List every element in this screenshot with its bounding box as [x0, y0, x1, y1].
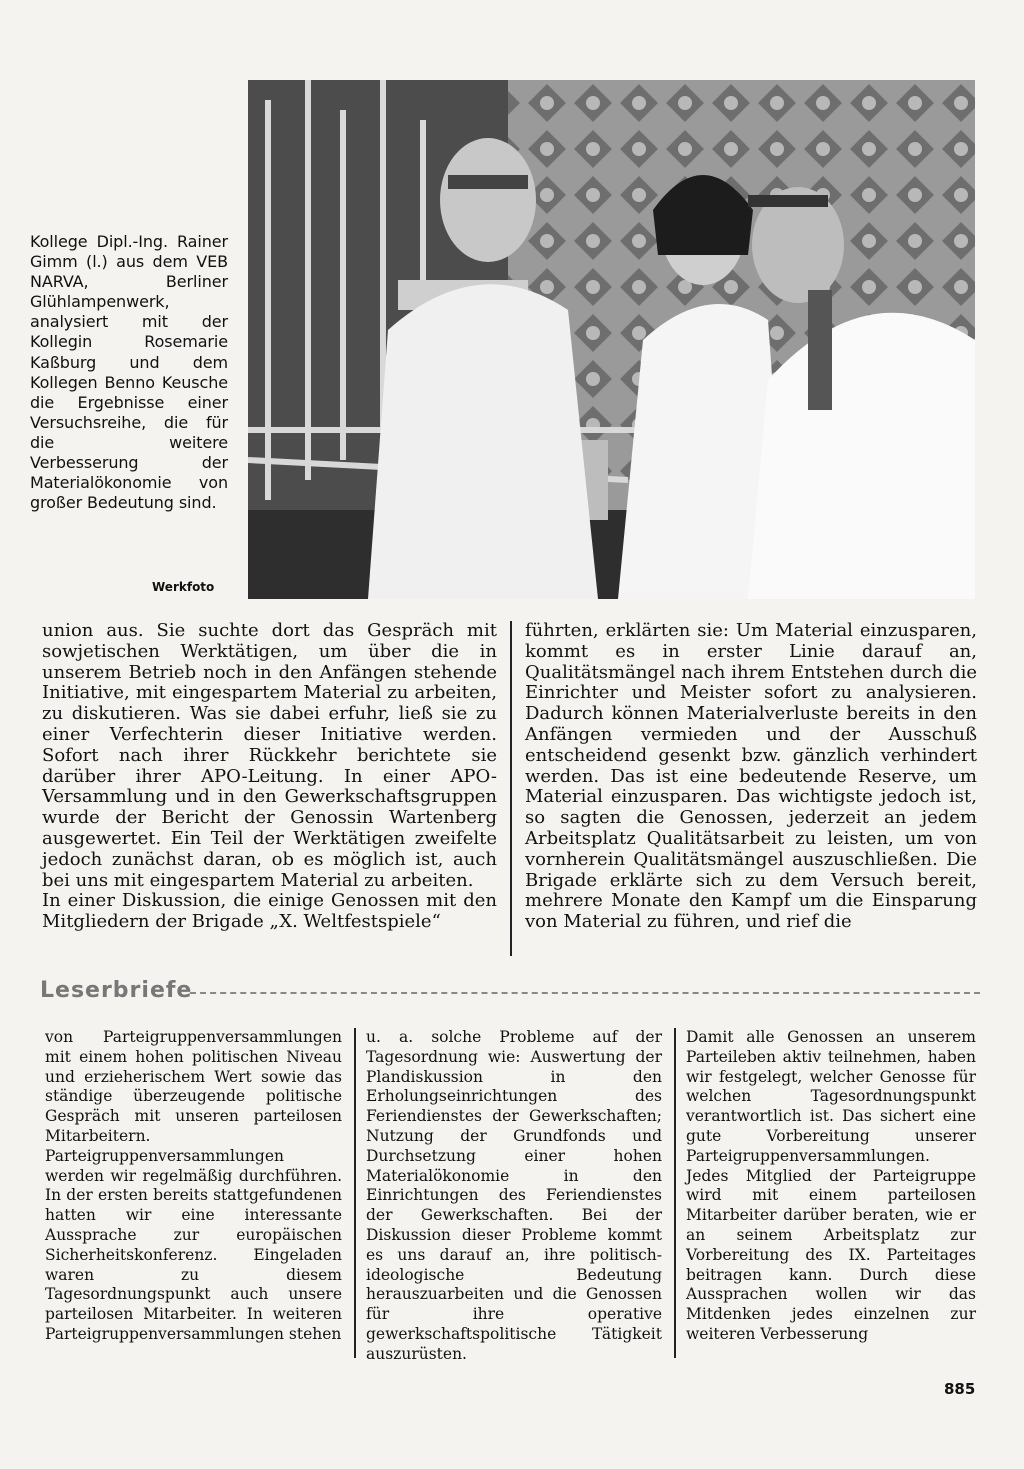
section-title: Leserbriefe [40, 978, 193, 1003]
article-column-left [42, 621, 497, 933]
letter-column-2 [366, 1028, 662, 1365]
section-header [40, 978, 980, 1006]
letter-paragraph-1: von Parteigruppenversammlungen mit einem hohen politischen Niveau und erzieherischem Wert sowie das ständige überzeugende politische Gespräch mit unseren parteilosen Mitarbeitern. Parteigruppenversammlungen werden wir regelmäßig durchführen. In der ersten bereits stattgefundenen hatten wir eine interessante Aussprache zur europäischen Sicherheitskonferenz. Eingeladen waren zu diesem Tagesordnungspunkt auch unsere parteilosen Mitarbeiter. In weiteren Parteigruppenversammlungen stehen [45, 1028, 342, 1343]
letter-column-1 [45, 1028, 342, 1345]
lab-photo-illustration [248, 80, 975, 599]
article-paragraph-1: union aus. Sie suchte dort das Gespräch mit sowjetischen Werktätigen, um über die in unserem Betrieb noch in den Anfängen stehende Initiative, mit eingespartem Material zu arbeiten, zu diskutieren. Was sie dabei erfuhr, ließ sie zu einer Verfechterin dieser Initiative werden. Sofort nach ihrer Rückkehr berichtete sie darüber ihrer APO-Leitung. In einer APO-Versammlung und in den Gewerkschaftsgruppen wurde der Bericht der Genossin Wartenberg ausgewertet. Ein Teil der Werktätigen zweifelte jedoch zunächst daran, ob es möglich ist, auch bei uns mit eingespartem Material zu arbeiten. [42, 620, 497, 891]
column-divider [674, 1028, 676, 1358]
article-paragraph-2: In einer Diskussion, die einige Genossen mit den Mitgliedern der Brigade „X. Weltfestspiele“ [42, 890, 497, 933]
page-number: 885 [944, 1380, 976, 1398]
letter-paragraph-2: u. a. solche Probleme auf der Tagesordnung wie: Auswertung der Plandiskussion in den Erholungseinrichtungen des Feriendienstes der Gewerkschaften; Nutzung der Grundfonds und Durchsetzung einer hohen Materialökonomie in den Einrichtungen des Feriendienstes der Gewerkschaften. Bei der Diskussion dieser Probleme kommt es uns darauf an, ihre politisch-ideologische Bedeutung herauszuarbeiten und die Genossen für ihre operative gewerkschaftspolitische Tätigkeit auszurüsten. [366, 1028, 662, 1363]
lab-photo [248, 80, 975, 599]
photo-caption: Kollege Dipl.-Ing. Rainer Gimm (l.) aus dem VEB NARVA, Berliner Glühlampenwerk, analysiert mit der Kollegin Rosemarie Kaßburg und dem Kollegen Benno Keusche die Ergebnisse einer Versuchsreihe, die für die weitere Verbesserung der Materialökonomie von großer Bedeutung sind. [30, 232, 228, 513]
section-rule [190, 992, 980, 994]
column-divider [354, 1028, 356, 1358]
photo-credit: Werkfoto [152, 580, 215, 594]
letter-column-3 [686, 1028, 976, 1345]
article-column-right [525, 621, 977, 933]
letter-paragraph-3: Damit alle Genossen an unserem Parteileben aktiv teilnehmen, haben wir festgelegt, welcher Genosse für welchen Tagesordnungspunkt verantwortlich ist. Das sichert eine gute Vorbereitung unserer Parteigruppenversammlungen. Jedes Mitglied der Parteigruppe wird mit einem parteilosen Mitarbeiter darüber beraten, wie er an seinem Arbeitsplatz zur Vorbereitung des IX. Parteitages beitragen kann. Durch diese Aussprachen wollen wir das Mitdenken jedes einzelnen zur weiteren Verbesserung [686, 1028, 976, 1343]
article-paragraph-3: führten, erklärten sie: Um Material einzusparen, kommt es in erster Linie darauf an, Qualitätsmängel nach ihrem Entstehen durch die Einrichter und Meister sofort zu analysieren. Dadurch können Materialverluste bereits in den Anfängen vermieden und der Ausschuß entscheidend gesenkt bzw. gänzlich verhindert werden. Das ist eine bedeutende Reserve, um Material einzusparen. Das wichtigste jedoch ist, so sagten die Genossen, jederzeit an jedem Arbeitsplatz Qualitätsarbeit zu leisten, um von vornherein Qualitätsmängel auszuschließen. Die Brigade erklärte sich zu dem Versuch bereit, mehrere Monate den Kampf um die Einsparung von Material zu führen, und rief die [525, 620, 977, 933]
column-divider [510, 621, 512, 956]
